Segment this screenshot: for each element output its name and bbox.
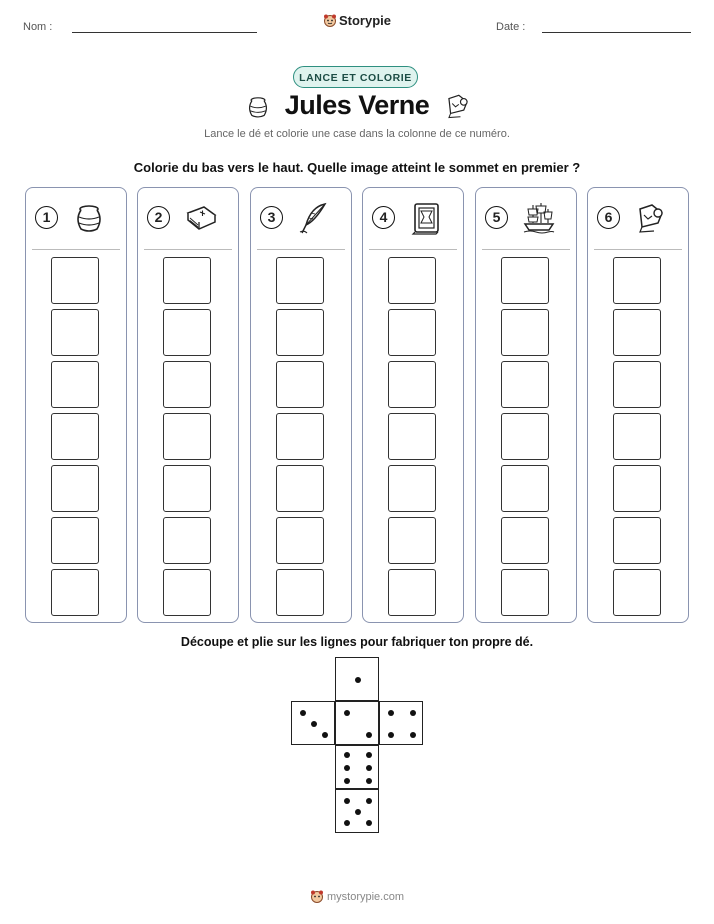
- color-cell[interactable]: [163, 413, 211, 460]
- color-cell[interactable]: [613, 361, 661, 408]
- color-cell[interactable]: [613, 257, 661, 304]
- die-pip: [366, 778, 372, 784]
- die-face-6: [335, 745, 379, 789]
- name-label: Nom :: [23, 21, 53, 33]
- die-face-1: [335, 657, 379, 701]
- color-cell[interactable]: [276, 517, 324, 564]
- die-pip: [300, 710, 306, 716]
- color-cell[interactable]: [51, 309, 99, 356]
- die-pip: [344, 765, 350, 771]
- sailing-ship-icon: [522, 201, 556, 235]
- subtitle: Lance le dé et colorie une case dans la colonne de ce numéro.: [204, 128, 510, 140]
- footer-url[interactable]: mystorypie.com: [326, 891, 405, 903]
- color-cell[interactable]: [276, 309, 324, 356]
- die-pip: [366, 798, 372, 804]
- telegraph-machine-icon: [634, 201, 668, 235]
- die-face-5: [335, 789, 379, 833]
- die-pip: [344, 798, 350, 804]
- column-divider: [482, 249, 570, 250]
- activity-badge: LANCE ET COLORIE: [293, 66, 418, 88]
- die-pip: [388, 732, 394, 738]
- column-5: [475, 187, 577, 623]
- column-number: 6: [597, 206, 620, 229]
- column-3: [250, 187, 352, 623]
- brand-logo: [0, 13, 714, 28]
- die-pip: [366, 732, 372, 738]
- column-number: 2: [147, 206, 170, 229]
- column-2: [137, 187, 239, 623]
- column-4: [362, 187, 464, 623]
- color-cell[interactable]: [388, 361, 436, 408]
- color-cell[interactable]: [163, 257, 211, 304]
- color-cell[interactable]: [388, 569, 436, 616]
- storypie-logo-icon: [323, 13, 337, 27]
- telegraph-machine-icon: [444, 92, 472, 120]
- die-face-4: [379, 701, 423, 745]
- pot-icon: [72, 201, 106, 235]
- color-cell[interactable]: [163, 517, 211, 564]
- color-cell[interactable]: [613, 465, 661, 512]
- color-cell[interactable]: [388, 517, 436, 564]
- die-pip: [355, 809, 361, 815]
- dice-instruction: Découpe et plie sur les lignes pour fabriquer ton propre dé.: [180, 635, 534, 649]
- color-cell[interactable]: [501, 569, 549, 616]
- die-pip: [344, 778, 350, 784]
- color-cell[interactable]: [276, 257, 324, 304]
- color-cell[interactable]: [51, 517, 99, 564]
- book-icon: [184, 201, 218, 235]
- color-cell[interactable]: [163, 309, 211, 356]
- die-pip: [311, 721, 317, 727]
- column-divider: [594, 249, 682, 250]
- color-cell[interactable]: [613, 309, 661, 356]
- color-cell[interactable]: [276, 569, 324, 616]
- brand-name: Storypie: [338, 13, 391, 28]
- date-label: Date :: [496, 21, 526, 33]
- color-cell[interactable]: [501, 517, 549, 564]
- color-cell[interactable]: [163, 569, 211, 616]
- die-pip: [344, 710, 350, 716]
- die-pip: [366, 765, 372, 771]
- color-cell[interactable]: [501, 257, 549, 304]
- footer: [0, 889, 714, 903]
- die-pip: [366, 752, 372, 758]
- instruction: Colorie du bas vers le haut. Quelle image atteint le sommet en premier ?: [133, 160, 581, 175]
- column-divider: [144, 249, 232, 250]
- color-cell[interactable]: [51, 569, 99, 616]
- column-number: 5: [485, 206, 508, 229]
- column-number: 3: [260, 206, 283, 229]
- dice-net: [291, 657, 425, 835]
- color-cell[interactable]: [51, 413, 99, 460]
- color-cell[interactable]: [388, 257, 436, 304]
- color-cell[interactable]: [163, 361, 211, 408]
- color-cell[interactable]: [388, 413, 436, 460]
- color-cell[interactable]: [163, 465, 211, 512]
- die-face-2: [335, 701, 379, 745]
- color-cell[interactable]: [388, 309, 436, 356]
- die-pip: [410, 732, 416, 738]
- column-1: [25, 187, 127, 623]
- color-cell[interactable]: [613, 517, 661, 564]
- die-pip: [355, 677, 361, 683]
- page-title: Jules Verne: [284, 90, 430, 120]
- storypie-logo-icon: [310, 889, 324, 903]
- column-divider: [257, 249, 345, 250]
- column-divider: [32, 249, 120, 250]
- color-cell[interactable]: [51, 361, 99, 408]
- color-cell[interactable]: [501, 361, 549, 408]
- die-pip: [344, 752, 350, 758]
- color-cell[interactable]: [613, 413, 661, 460]
- date-line[interactable]: [542, 32, 691, 33]
- column-number: 4: [372, 206, 395, 229]
- feather-quill-icon: [297, 201, 331, 235]
- framed-book-icon: [409, 201, 443, 235]
- color-cell[interactable]: [388, 465, 436, 512]
- color-cell[interactable]: [501, 413, 549, 460]
- name-line[interactable]: [72, 32, 257, 33]
- color-cell[interactable]: [276, 465, 324, 512]
- color-cell[interactable]: [501, 465, 549, 512]
- die-pip: [344, 820, 350, 826]
- color-cell[interactable]: [276, 413, 324, 460]
- die-pip: [322, 732, 328, 738]
- color-cell[interactable]: [501, 309, 549, 356]
- color-cell[interactable]: [276, 361, 324, 408]
- column-6: [587, 187, 689, 623]
- die-pip: [366, 820, 372, 826]
- column-number: 1: [35, 206, 58, 229]
- die-pip: [410, 710, 416, 716]
- color-cell[interactable]: [613, 569, 661, 616]
- die-pip: [388, 710, 394, 716]
- color-cell[interactable]: [51, 257, 99, 304]
- color-cell[interactable]: [51, 465, 99, 512]
- die-face-3: [291, 701, 335, 745]
- column-divider: [369, 249, 457, 250]
